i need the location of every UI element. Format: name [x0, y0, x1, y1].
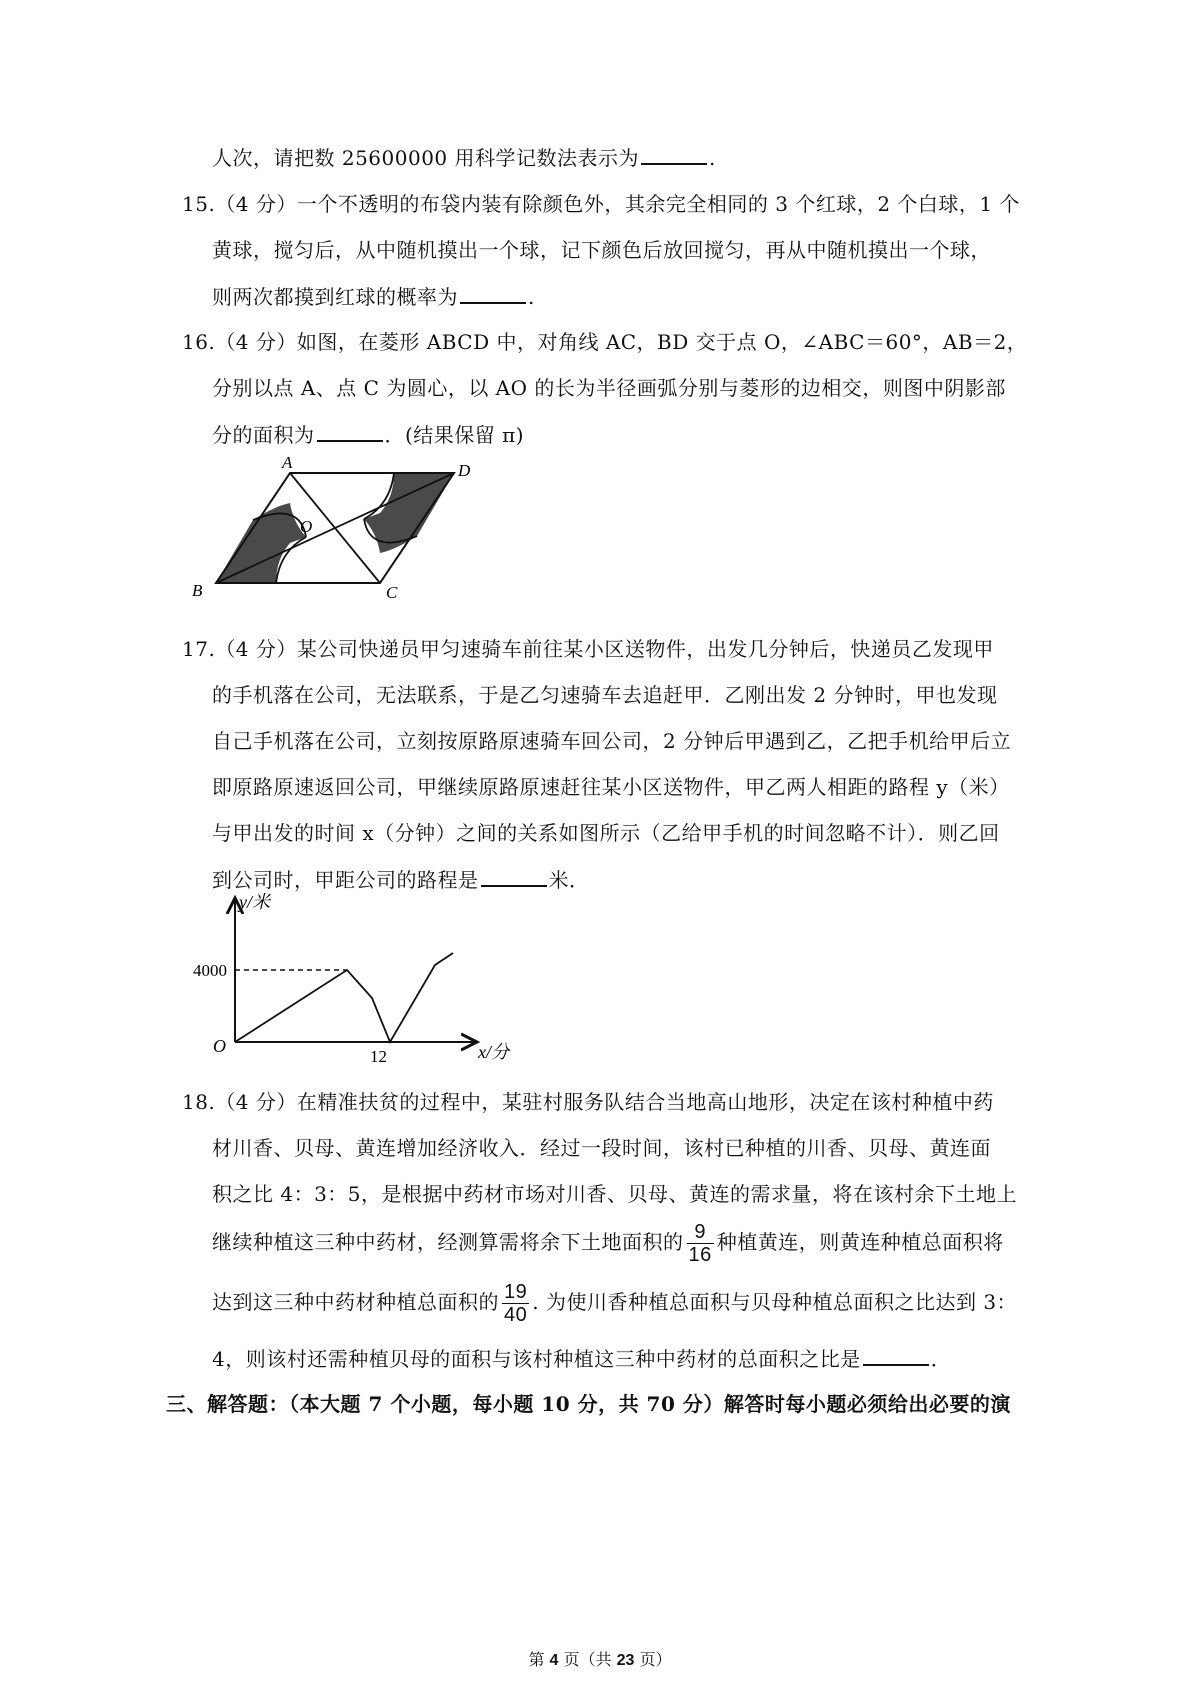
- question-15-line2: 黄球，搅匀后，从中随机摸出一个球，记下颜色后放回搅匀，再从中随机摸出一个球，: [212, 238, 991, 262]
- question-16-line2: 分别以点 A、点 C 为圆心，以 AO 的长为半径画弧分别与菱形的边相交，则图中阴影部: [212, 376, 1006, 400]
- answer-blank-18[interactable]: [863, 1344, 929, 1366]
- question-number: 15.: [182, 192, 216, 216]
- question-18-line5: 达到这三种中药材种植总面积的 $\frac{19}{40}$ . 为使川香种植总面积与贝母种植总面积之比达到 3：: [212, 1281, 1018, 1326]
- answer-blank-15[interactable]: [460, 282, 526, 304]
- question-number: 17.: [182, 637, 216, 661]
- question-18-line6: 4，则该村还需种植贝母的面积与该村种植这三种中药材的总面积之比是 ．: [212, 1344, 951, 1373]
- question-16-line3: 分的面积为 ．(结果保留 π): [212, 420, 524, 449]
- rhombus-figure: [192, 453, 500, 606]
- page-footer: 第 4 页（共 23 页）: [528, 1650, 672, 1669]
- y-tick-4000: 4000: [193, 961, 227, 980]
- label-d: D: [458, 461, 471, 480]
- section-3-heading: 三、解答题：（本大题 7 个小题，每小题 10 分，共 70 分）解答时每小题必须给出必要的演: [166, 1392, 1011, 1416]
- page-number: 4: [549, 1652, 559, 1669]
- total-pages: 23: [616, 1652, 635, 1669]
- y-axis-label: y/米: [239, 892, 270, 912]
- answer-blank-14[interactable]: [641, 143, 707, 165]
- label-a: A: [282, 453, 293, 472]
- question-number: 18.: [182, 1090, 216, 1114]
- x-axis-label: x/分: [478, 1042, 509, 1062]
- label-c: C: [386, 583, 398, 602]
- answer-blank-16[interactable]: [317, 420, 383, 442]
- question-15-line1: 15.（4 分）一个不透明的布袋内装有除颜色外，其余完全相同的 3 个红球，2 个白球，1 个: [182, 192, 1020, 216]
- fraction-19-40: $\frac{19}{40}$: [504, 1281, 528, 1326]
- question-17-line3: 自己手机落在公司，立刻按原路原速骑车回公司，2 分钟后甲遇到乙，乙把手机给甲后立: [212, 729, 1012, 753]
- distance-line: [235, 953, 453, 1042]
- x-tick-12: 12: [370, 1047, 387, 1066]
- question-number: 16.: [182, 330, 216, 354]
- question-18-line1: 18.（4 分）在精准扶贫的过程中，某驻村服务队结合当地高山地形，决定在该村种植中药: [182, 1090, 994, 1114]
- distance-time-graph: [195, 890, 535, 1065]
- question-16-line1: 16.（4 分）如图，在菱形 ABCD 中，对角线 AC，BD 交于点 O，∠ABC＝60°，AB＝2，: [182, 330, 1028, 354]
- question-17-line6: 到公司时，甲距公司的路程是 米．: [212, 865, 590, 894]
- answer-blank-17[interactable]: [481, 865, 547, 887]
- q14-line: 人次，请把数 25600000 用科学记数法表示为 .: [212, 143, 716, 172]
- q14-text: 人次，请把数 25600000 用科学记数法表示为: [212, 146, 640, 170]
- label-b: B: [192, 581, 203, 600]
- question-18-line4: 继续种植这三种中药材，经测算需将余下土地面积的 $\frac{9}{16}$ 种植黄连，则黄连种植总面积将: [212, 1221, 1004, 1266]
- question-18-line3: 积之比 4：3：5，是根据中药材市场对川香、贝母、黄连的需求量，将在该村余下土地上: [212, 1182, 1018, 1206]
- fraction-9-16: $\frac{9}{16}$: [688, 1221, 712, 1266]
- question-17-line2: 的手机落在公司，无法联系，于是乙匀速骑车去追赶甲．乙刚出发 2 分钟时，甲也发现: [212, 683, 998, 707]
- label-o: O: [300, 517, 313, 536]
- question-18-line2: 材川香、贝母、黄连增加经济收入．经过一段时间，该村已种植的川香、贝母、黄连面: [212, 1136, 991, 1160]
- question-17-line5: 与甲出发的时间 x（分钟）之间的关系如图所示（乙给甲手机的时间忽略不计）．则乙回: [212, 821, 1000, 845]
- origin-label: O: [213, 1036, 226, 1056]
- question-17-line4: 即原路原速返回公司，甲继续原路原速赶往某小区送物件，甲乙两人相距的路程 y（米）: [212, 775, 1010, 799]
- question-17-line1: 17.（4 分）某公司快递员甲匀速骑车前往某小区送物件，出发几分钟后，快递员乙发现甲: [182, 637, 994, 661]
- question-15-line3: 则两次都摸到红球的概率为 .: [212, 282, 535, 311]
